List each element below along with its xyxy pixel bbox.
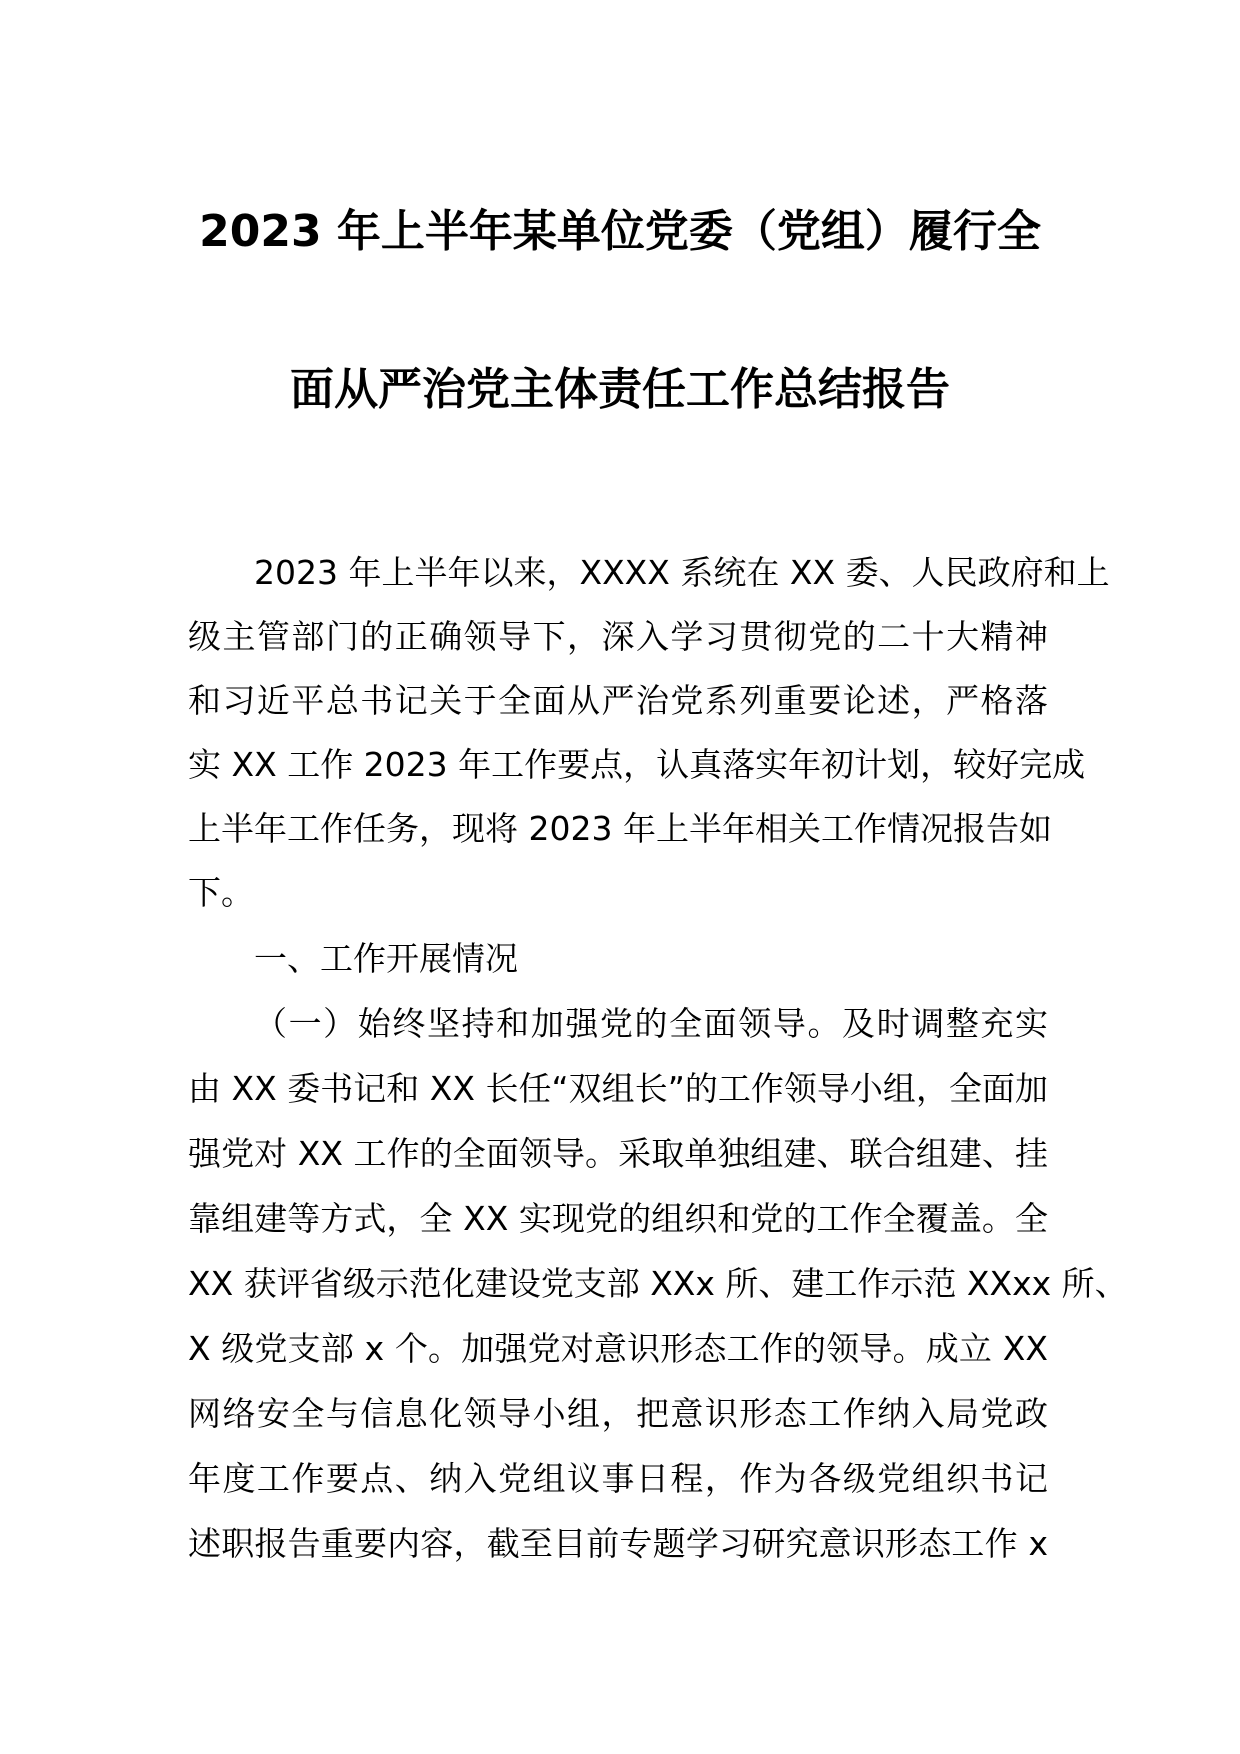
intro-paragraph-line: 上半年工作任务，现将 2023 年上半年相关工作情况报告如 xyxy=(188,809,1052,848)
section-heading: 一、工作开展情况 xyxy=(254,939,518,978)
paragraph-one-line: X 级党支部 x 个。加强党对意识形态工作的领导。成立 XX xyxy=(188,1329,1048,1368)
paragraph-one-line: XX 获评省级示范化建设党支部 XXx 所、建工作示范 XXxx 所、 xyxy=(188,1264,1128,1303)
document-title-line-2: 面从严治党主体责任工作总结报告 xyxy=(290,364,950,415)
paragraph-one-line: （一）始终坚持和加强党的全面领导。及时调整充实 xyxy=(254,1004,1048,1043)
paragraph-one-line: 网络安全与信息化领导小组，把意识形态工作纳入局党政 xyxy=(188,1394,1048,1433)
intro-paragraph-line: 2023 年上半年以来，XXXX 系统在 XX 委、人民政府和上 xyxy=(254,553,1110,592)
paragraph-one-line: 述职报告重要内容，截至目前专题学习研究意识形态工作 x xyxy=(188,1524,1048,1563)
intro-paragraph-line: 下。 xyxy=(188,873,254,912)
paragraph-one-line: 年度工作要点、纳入党组议事日程，作为各级党组织书记 xyxy=(188,1459,1048,1498)
paragraph-one-line: 由 XX 委书记和 XX 长任“双组长”的工作领导小组，全面加 xyxy=(188,1069,1048,1108)
intro-paragraph-line: 和习近平总书记关于全面从严治党系列重要论述，严格落 xyxy=(188,681,1048,720)
intro-paragraph-line: 实 XX 工作 2023 年工作要点，认真落实年初计划，较好完成 xyxy=(188,745,1086,784)
paragraph-one-line: 靠组建等方式，全 XX 实现党的组织和党的工作全覆盖。全 xyxy=(188,1199,1048,1238)
document-title-line-1: 2023 年上半年某单位党委（党组）履行全 xyxy=(199,206,1041,257)
paragraph-one-line: 强党对 XX 工作的全面领导。采取单独组建、联合组建、挂 xyxy=(188,1134,1048,1173)
intro-paragraph-line: 级主管部门的正确领导下，深入学习贯彻党的二十大精神 xyxy=(188,617,1048,656)
